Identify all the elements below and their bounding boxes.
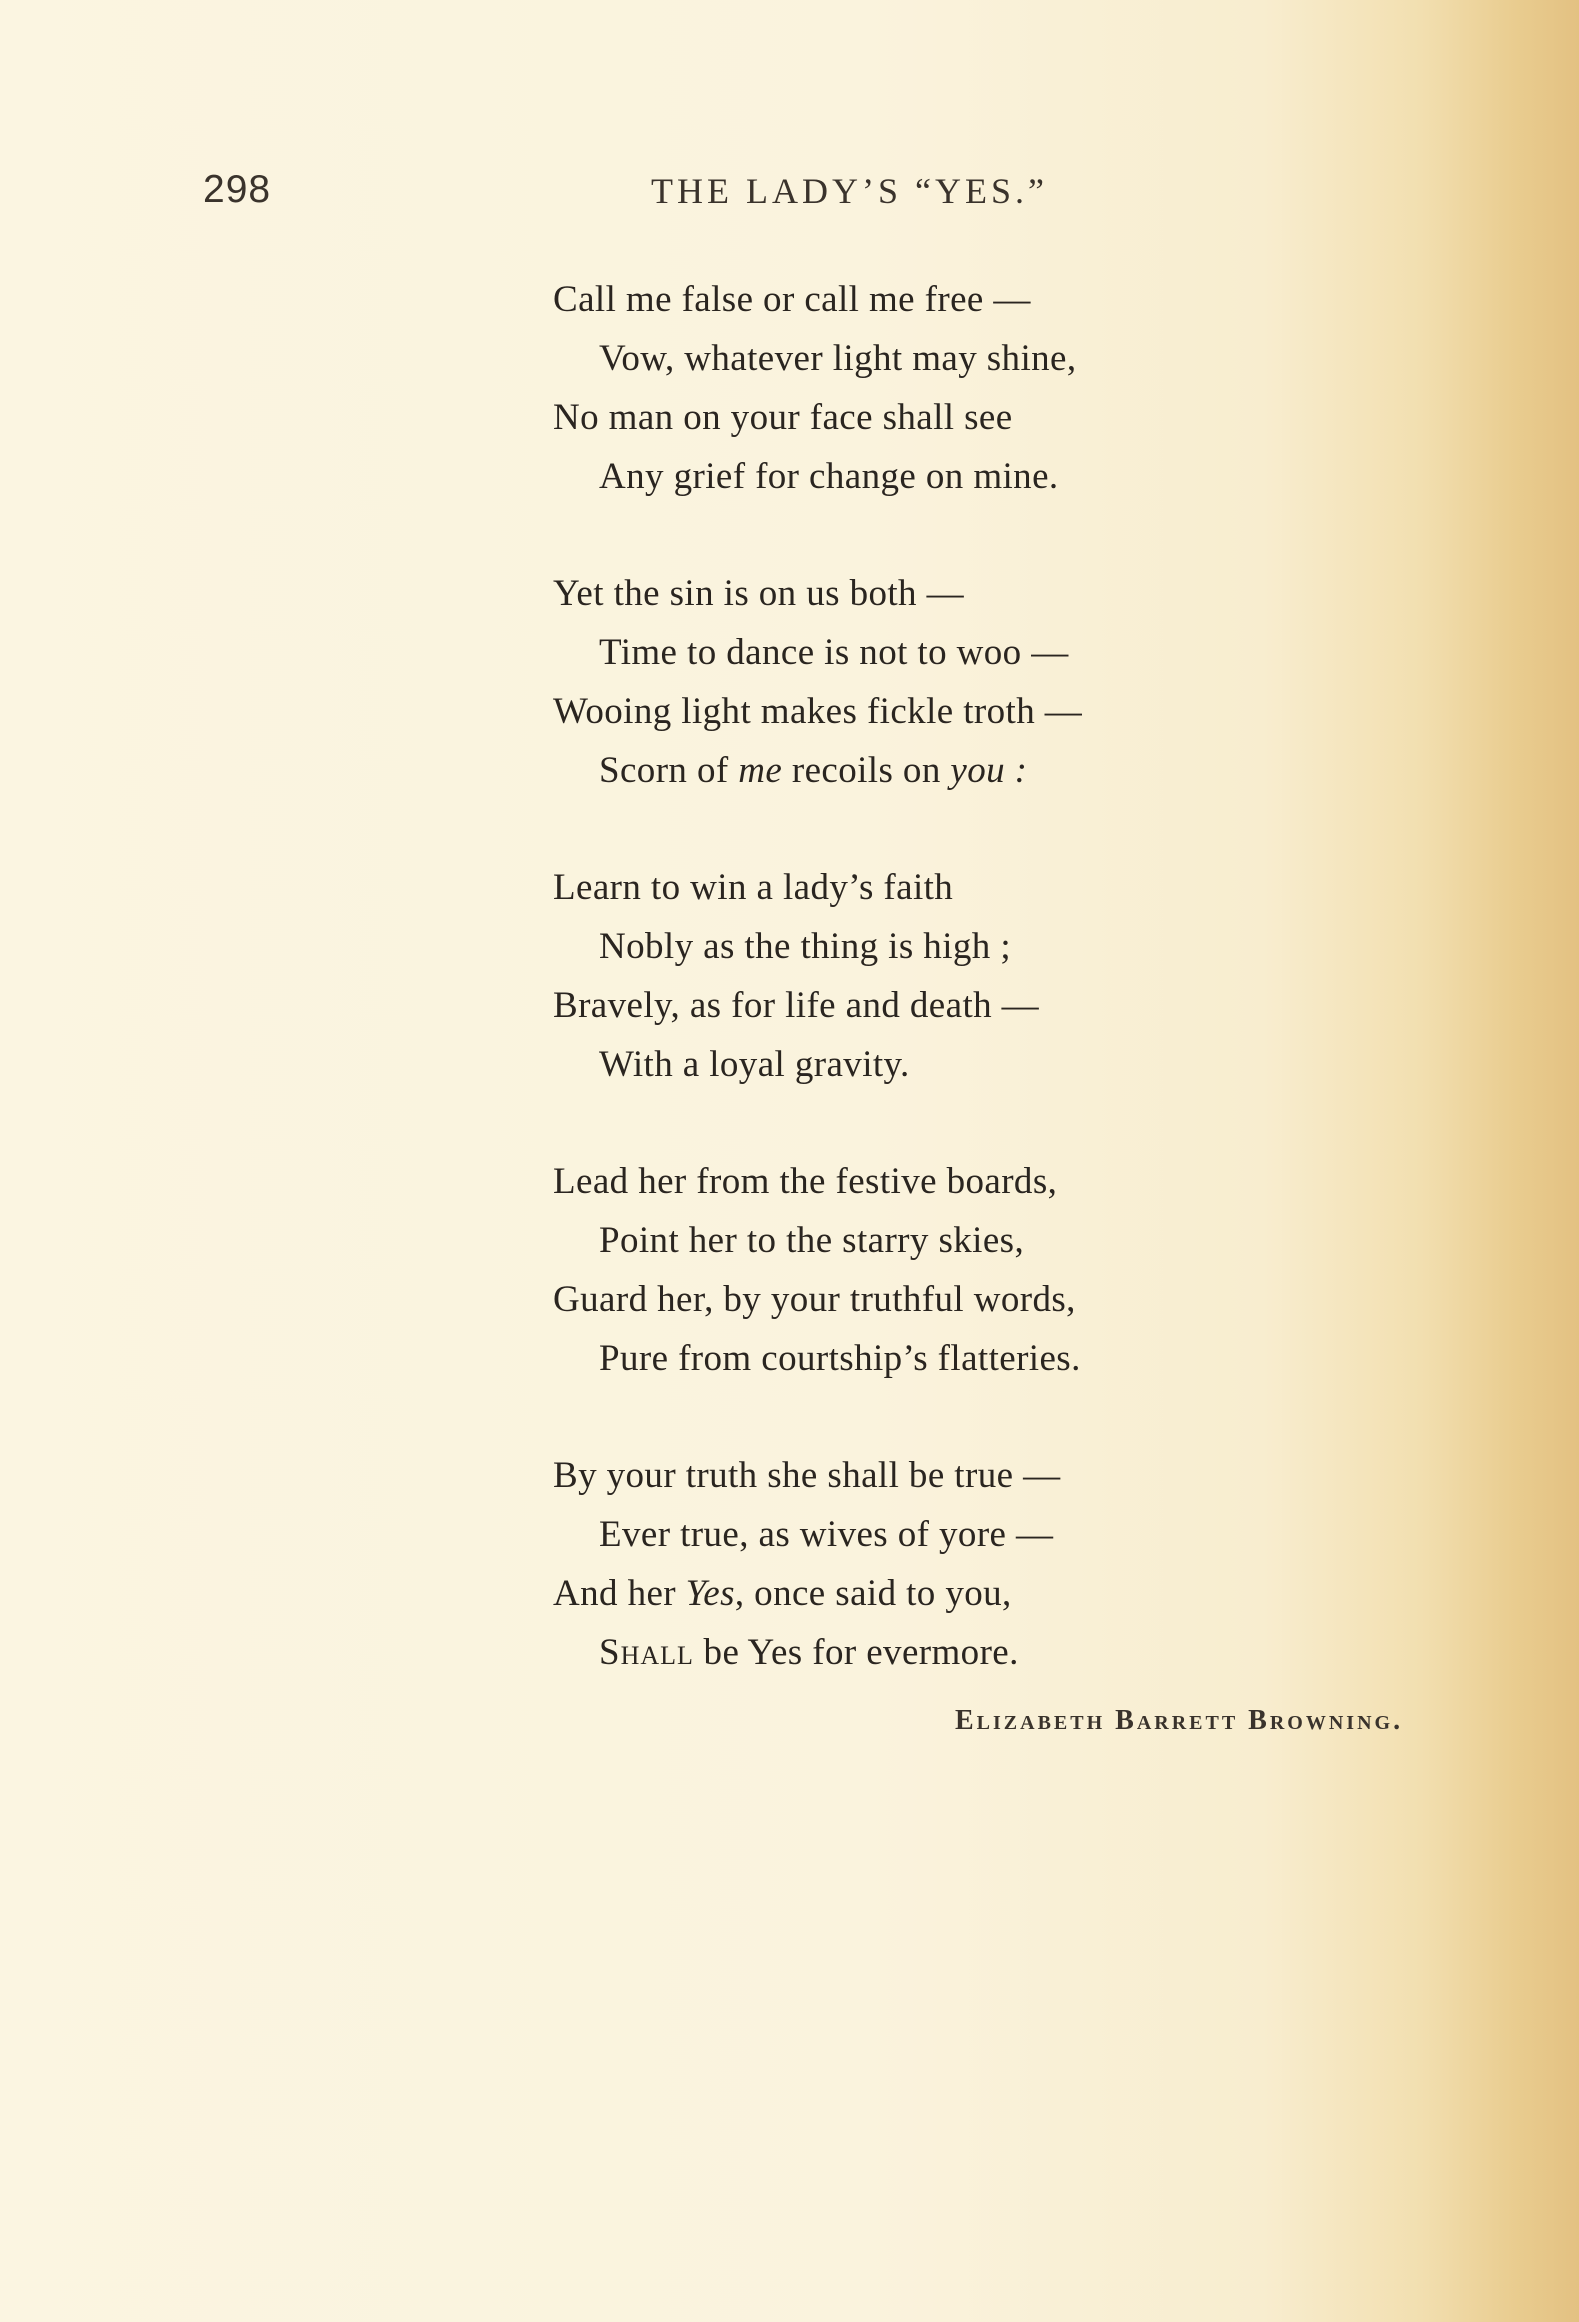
author-attribution: Elizabeth Barrett Browning. [955, 1705, 1404, 1736]
page-number: 298 [203, 168, 272, 211]
poem-line: Guard her, by your truthful words, [553, 1279, 1076, 1320]
poem-line: No man on your face shall see [553, 397, 1013, 438]
stanza-1 [553, 270, 1333, 506]
line-text: And her [553, 1573, 686, 1614]
poem-line: Bravely, as for life and death — [553, 985, 1040, 1026]
italic-word: me [738, 750, 783, 791]
poem-line: With a loyal gravity. [599, 1044, 910, 1085]
poem-line: By your truth she shall be true — [553, 1455, 1061, 1496]
poem-line [553, 1564, 1333, 1623]
poem-line: Ever true, as wives of yore — [599, 1514, 1054, 1555]
stanza-4 [553, 1152, 1333, 1388]
poem-line: Learn to win a lady’s faith [553, 867, 954, 908]
poem-line [553, 741, 1333, 800]
line-text: recoils on [782, 750, 951, 791]
poem-line: Call me false or call me free — [553, 279, 1031, 320]
running-title: THE LADY’S “YES.” [651, 171, 1048, 211]
italic-word: you : [950, 750, 1028, 791]
stanza-3 [553, 858, 1333, 1094]
line-text: Scorn of [599, 750, 739, 791]
poem-line: Nobly as the thing is high ; [599, 926, 1012, 967]
line-text: , once said to you, [734, 1573, 1012, 1614]
poem-line: Vow, whatever light may shine, [599, 338, 1077, 379]
stanza-2 [553, 564, 1333, 800]
small-caps-word: Shall [599, 1632, 694, 1673]
poem [553, 270, 1333, 1740]
poem-line: Time to dance is not to woo — [599, 632, 1069, 673]
poem-line: Yet the sin is on us both — [553, 573, 965, 614]
poem-line: Point her to the starry skies, [599, 1220, 1025, 1261]
poem-line: Any grief for change on mine. [599, 456, 1059, 497]
stanza-5 [553, 1446, 1333, 1682]
poem-line: Wooing light makes fickle troth — [553, 691, 1083, 732]
poem-line: Pure from courtship’s flatteries. [599, 1338, 1081, 1379]
poem-line [553, 1623, 1333, 1682]
italic-word: Yes [685, 1573, 735, 1614]
line-text: be Yes for evermore. [693, 1632, 1019, 1673]
poem-line: Lead her from the festive boards, [553, 1161, 1058, 1202]
